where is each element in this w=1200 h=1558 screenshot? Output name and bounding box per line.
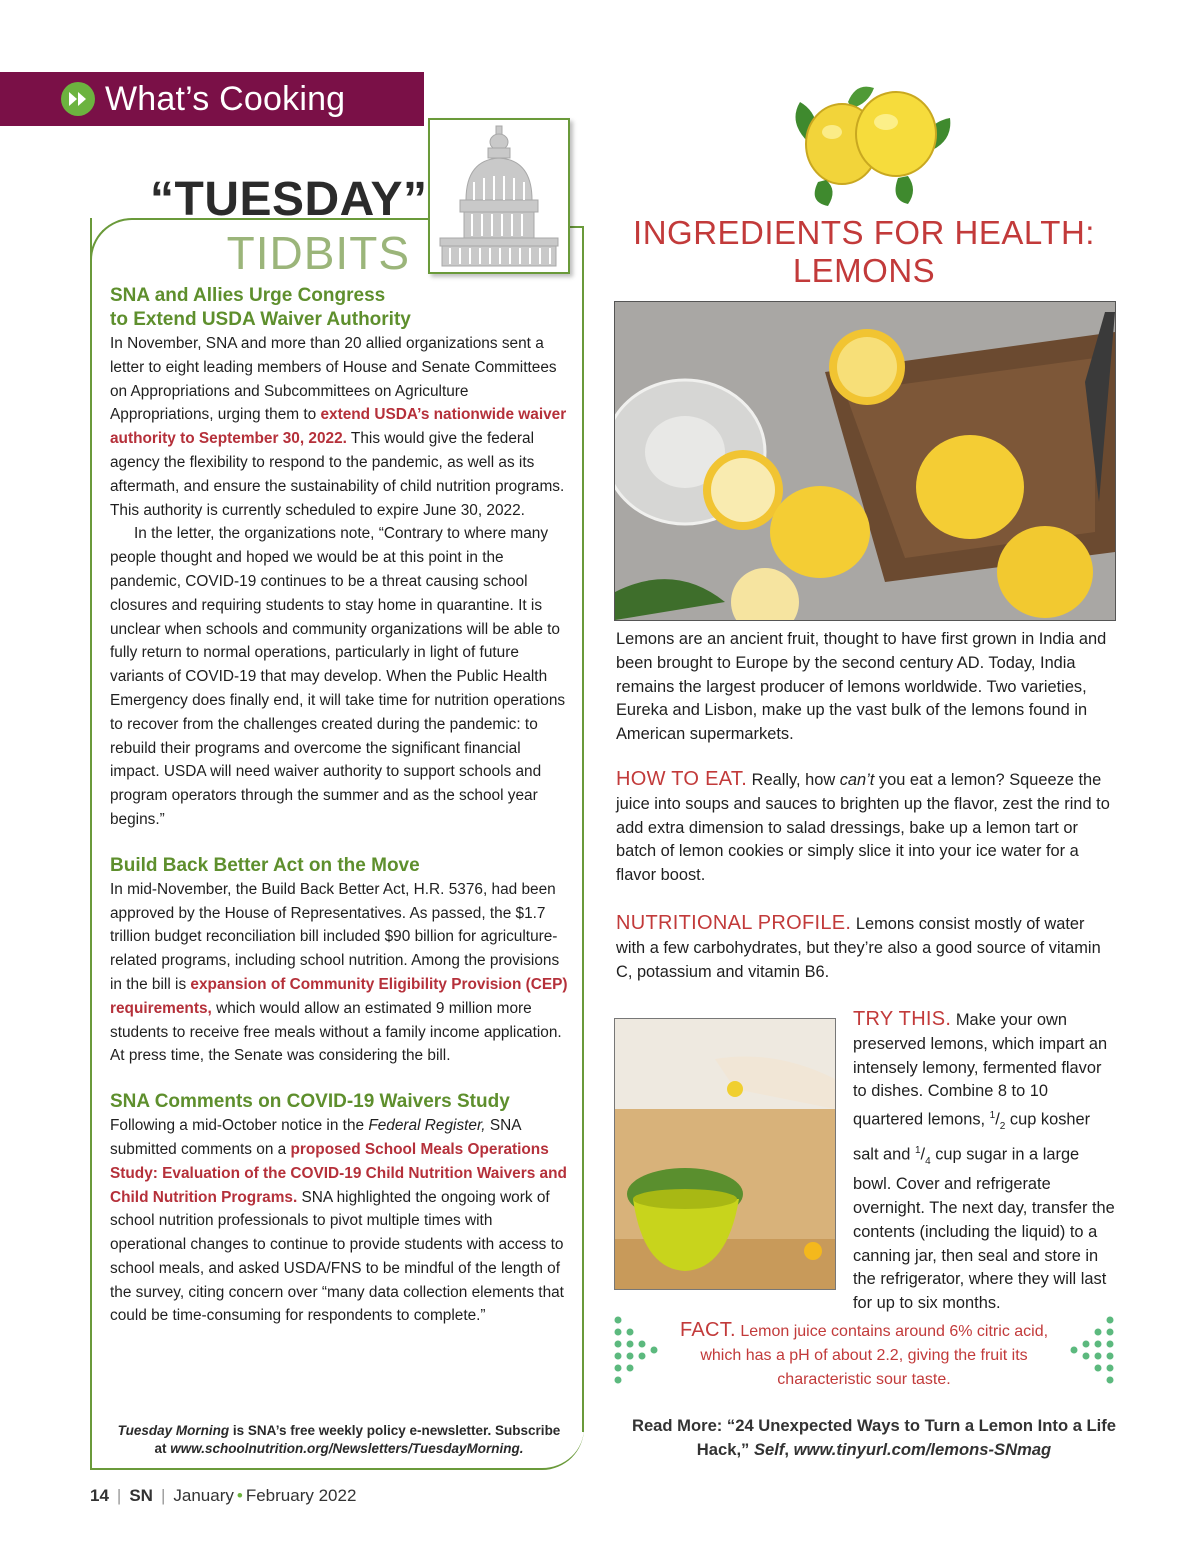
tidbits-title: TIDBITS bbox=[226, 227, 410, 279]
extend-waiver-link[interactable]: extend USDA’s nationwide waiver authority to September 30, 2022. bbox=[110, 406, 567, 448]
page-footer bbox=[90, 1486, 356, 1506]
fraction-numerator: 1 bbox=[914, 1144, 921, 1156]
fact-text: Lemon juice contains around 6% citric acid, which has a pH of about 2.2, giving the fruit its characteristic sour taste. bbox=[700, 1323, 1049, 1388]
fraction-denominator: 2 bbox=[999, 1120, 1006, 1132]
paragraph-text: cup sugar in a large bowl. Cover and refrigerate overnight. The next day, transfer the contents (including the liquid) to a canning jar, then seal and store in the refrigerator, where they will last for up to six months. bbox=[853, 1145, 1115, 1313]
fact-box bbox=[664, 1318, 1064, 1392]
read-more-text: , bbox=[784, 1440, 794, 1459]
how-to-eat-label: HOW TO EAT. bbox=[616, 768, 748, 790]
fact-label: FACT. bbox=[679, 1319, 736, 1341]
paragraph-text: Following a mid-October notice in the bbox=[110, 1117, 369, 1135]
footer-separator: | bbox=[160, 1486, 166, 1505]
footer-separator: | bbox=[116, 1486, 122, 1505]
ingredients-title-line: INGREDIENTS FOR HEALTH: bbox=[633, 214, 1095, 251]
paragraph-text: In November, SNA and more than 20 allied organizations sent a letter to eight leading members of House and Senate Committees on Appropriations and Subcommittees on Agriculture Appropriations, urging them to bbox=[110, 335, 557, 424]
salad-photo bbox=[614, 1018, 836, 1290]
article-heading bbox=[110, 284, 568, 332]
dot-decoration-left bbox=[612, 1314, 662, 1394]
ingredients-title bbox=[614, 214, 1114, 290]
fraction-denominator: 4 bbox=[925, 1155, 931, 1167]
how-to-eat-paragraph bbox=[616, 768, 1116, 888]
paragraph-text: This would give the federal agency the flexibility to respond to the pandemic, as well as its aftermath, and ensure the sustainability of child nutrition programs. This authority is currently scheduled to expire June 30, 2022. bbox=[110, 430, 565, 519]
nutritional-profile-paragraph bbox=[616, 912, 1116, 984]
section-banner bbox=[0, 72, 424, 126]
fast-forward-icon bbox=[61, 82, 95, 116]
study-link[interactable]: proposed School Meals Operations Study: Evaluation of the COVID-19 Child Nutrition Waivers and Child Nutrition Programs. bbox=[110, 1140, 567, 1206]
paragraph-text: Really, how bbox=[747, 771, 840, 789]
paragraph-text: Make your own preserved lemons, which impart an intensely lemony, fermented flavor to dishes. Combine 8 to 10 quartered lemons, bbox=[853, 1011, 1108, 1129]
paragraph-text: SNA submitted comments on a bbox=[110, 1117, 521, 1158]
article-paragraph bbox=[110, 1114, 568, 1328]
ingredients-title-line: LEMONS bbox=[792, 252, 936, 289]
paragraph-text: you eat a lemon? Squeeze the juice into soups and sauces to brighten up the flavor, zest the rind to add extra dimension to salad dressings, bake up a lemon tart or batch of lemon cookies or simply slice it into your ice water for a flavor boost. bbox=[616, 771, 1110, 885]
dot-decoration-right bbox=[1066, 1314, 1116, 1394]
read-more-text: Read More: “24 Unexpected Ways to Turn a Lemon Into a Life Hack,” bbox=[631, 1416, 1117, 1459]
page-number: 14 bbox=[90, 1486, 109, 1505]
lemons-intro: Lemons are an ancient fruit, thought to have first grown in India and been brought to Europe by the second century AD. Today, India remains the largest producer of lemons worldwide. Two varieties, Eureka and Lisbon, make up the vast bulk of the lemons found in American supermarkets. bbox=[616, 630, 1107, 744]
issue-month-year: February 2022 bbox=[245, 1486, 357, 1505]
article-heading: SNA Comments on COVID-19 Waivers Study bbox=[110, 1091, 510, 1113]
tidbits-articles bbox=[110, 284, 568, 1328]
cep-expansion-link[interactable]: expansion of Community Eligibility Provision (CEP) requirements, bbox=[110, 975, 568, 1017]
try-this-label: TRY THIS. bbox=[853, 1008, 952, 1030]
read-more-source: Self bbox=[753, 1440, 785, 1459]
newsletter-name: Tuesday Morning bbox=[117, 1423, 230, 1438]
newsletter-text: is SNA’s free weekly policy e-newsletter. Subscribe at bbox=[154, 1423, 561, 1456]
section-title: What’s Cooking bbox=[105, 79, 346, 118]
article-paragraph bbox=[110, 332, 568, 522]
tuesday-title: “TUESDAY” bbox=[150, 173, 428, 226]
paragraph-text: cup kosher salt and bbox=[853, 1110, 1091, 1164]
paragraph-text: SNA highlighted the ongoing work of school nutrition professionals to pivot multiple times with operational changes to continue to provide students with access to school meals, and asked USDA/FNS to be mindful of the length of the survey, citing concern over “many data collection elements that could be time-consuming for respondents to complete.” bbox=[110, 1188, 564, 1325]
nutritional-profile-label: NUTRITIONAL PROFILE. bbox=[616, 912, 852, 934]
emphasis-text: can’t bbox=[839, 771, 875, 789]
newsletter-note bbox=[110, 1422, 568, 1458]
capitol-icon bbox=[430, 120, 568, 272]
paragraph-text: Lemons consist mostly of water with a few carbohydrates, but they’re also a good source of vitamin C, potassium and vitamin B6. bbox=[616, 915, 1101, 981]
lemons-photo bbox=[614, 301, 1116, 621]
lemons-illustration bbox=[778, 82, 958, 212]
federal-register-text: Federal Register, bbox=[368, 1117, 486, 1135]
article-paragraph bbox=[110, 878, 568, 1068]
issue-month: January bbox=[173, 1486, 234, 1505]
paragraph-text: In mid-November, the Build Back Better Act, H.R. 5376, had been approved by the House of Representatives. As passed, the $1.7 trillion budget reconciliation bill included $90 billion for agriculture-related programs, including school nutrition. Among the provisions in the bill is bbox=[110, 880, 560, 993]
footer-dot: • bbox=[236, 1486, 243, 1505]
paragraph-text: which would allow an estimated 9 million more students to receive free meals without a family income application. At press time, the Senate was considering the bill. bbox=[110, 999, 562, 1065]
magazine-name: SN bbox=[129, 1486, 153, 1505]
tidbits-box-right-border bbox=[582, 226, 584, 1432]
article-heading-line: SNA and Allies Urge Congress bbox=[110, 285, 386, 306]
article-heading: Build Back Better Act on the Move bbox=[110, 854, 420, 876]
article-heading-line: to Extend USDA Waiver Authority bbox=[110, 309, 411, 330]
capitol-icon-box bbox=[428, 118, 570, 274]
fraction-numerator: 1 bbox=[989, 1110, 996, 1122]
read-more-link[interactable]: www.tinyurl.com/lemons-SNmag bbox=[793, 1440, 1052, 1459]
try-this-paragraph: TRY THIS. Make your own preserved lemons, which impart an intensely lemony, fermented flavor to dishes. Combine 8 to 10 quartered lemons, $^1/_2$ cup kosher salt and $^1/_4$ cup sugar in a large bowl. Cover and refrigerate overnight. The next day, transfer the contents (including the liquid) to a canning jar, then seal and store in the refrigerator, where they will last for up to six months. bbox=[853, 1008, 1115, 1313]
read-more bbox=[616, 1414, 1132, 1462]
newsletter-url[interactable]: www.schoolnutrition.org/Newsletters/TuesdayMorning. bbox=[170, 1441, 524, 1456]
article-paragraph: In the letter, the organizations note, “Contrary to where many people thought and hoped we would be at this point in the pandemic, COVID-19 continues to be a threat causing school closures and requiring students to stay home in quarantine. It is unclear when schools and community organizations will be able to fully return to normal operations, particularly in light of future variants of COVID-19 that may develop. When the Public Health Emergency does finally end, it will take time for nutrition operations to recover from the challenges created during the pandemic: to rebuild their programs and overcome the significant financial impact. USDA will need waiver authority to support schools and program operators through the summer and as the school year begins.” bbox=[110, 525, 566, 828]
